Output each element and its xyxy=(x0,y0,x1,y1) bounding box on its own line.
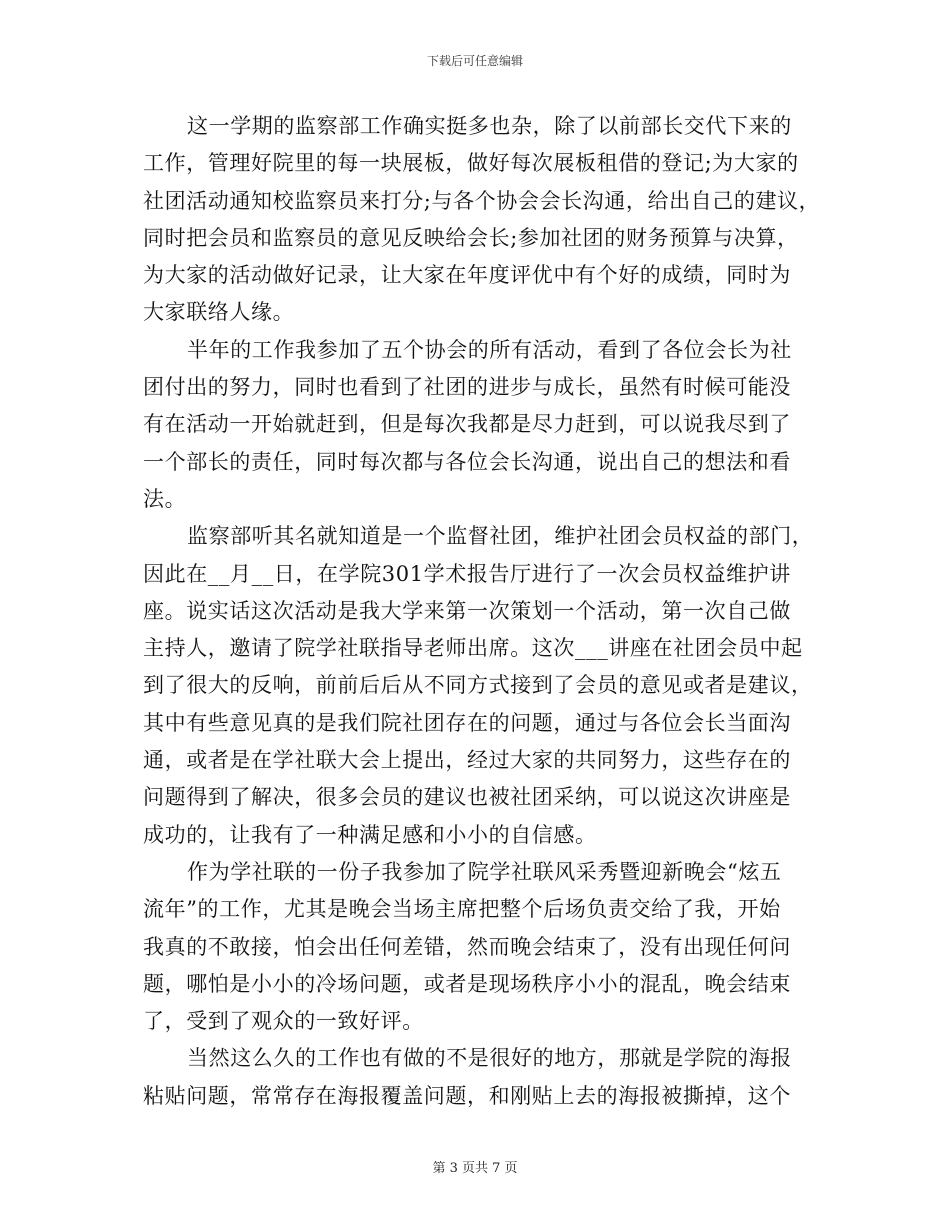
text-line: 因此在__月__日，在学院301学术报告厅进行了一次会员权益维护讲 xyxy=(143,561,791,586)
text-line: 一个部长的责任，同时每次都与各位会长沟通，说出自己的想法和看 xyxy=(143,449,791,474)
text-line: 主持人，邀请了院学社联指导老师出席。这次___讲座在社团会员中起 xyxy=(143,636,803,661)
text-line: 通，或者是在学社联大会上提出，经过大家的共同努力，这些存在的 xyxy=(143,748,791,773)
text-line: 监察部听其名就知道是一个监督社团，维护社团会员权益的部门， xyxy=(187,524,814,549)
text-line: 工作，管理好院里的每一块展板，做好每次展板租借的登记;为大家的 xyxy=(143,151,799,176)
paragraph-5 xyxy=(143,1040,811,1115)
paragraph-2 xyxy=(143,332,811,518)
text-line: 其中有些意见真的是我们院社团存在的问题，通过与各位会长当面沟 xyxy=(143,710,791,735)
text-line: 同时把会员和监察员的意见反映给会长;参加社团的财务预算与决算， xyxy=(143,225,799,250)
paragraph-1 xyxy=(143,108,821,332)
text-line: 有在活动一开始就赶到，但是每次我都是尽力赶到，可以说我尽到了 xyxy=(143,412,791,437)
text-line: 半年的工作我参加了五个协会的所有活动，看到了各位会长为社 xyxy=(187,337,792,362)
paragraph-3 xyxy=(143,518,814,854)
text-line: 到了很大的反响，前前后后从不同方式接到了会员的意见或者是建议， xyxy=(143,673,813,698)
text-line: 问题得到了解决，很多会员的建议也被社团采纳，可以说这次讲座是 xyxy=(143,785,791,810)
text-line: 粘贴问题，常常存在海报覆盖问题，和刚贴上去的海报被撕掉，这个 xyxy=(143,1083,791,1108)
text-line: 为大家的活动做好记录，让大家在年度评优中有个好的成绩，同时为 xyxy=(143,263,791,288)
text-line: 我真的不敢接，怕会出任何差错，然而晚会结束了，没有出现任何问 xyxy=(143,934,791,959)
page-number-footer: 第 3 页共 7 页 xyxy=(432,1161,518,1176)
text-line: 大家联络人缘。 xyxy=(143,300,295,325)
text-line: 团付出的努力，同时也看到了社团的进步与成长，虽然有时候可能没 xyxy=(143,375,791,400)
document-body xyxy=(143,108,821,1115)
text-line: 流年”的工作，尤其是晚会当场主席把整个后场负责交给了我，开始 xyxy=(143,897,781,922)
text-line: 作为学社联的一份子我参加了院学社联风采秀暨迎新晚会“炫五 xyxy=(187,859,782,884)
text-line: 成功的，让我有了一种满足感和小小的自信感。 xyxy=(143,822,597,847)
text-line: 社团活动通知校监察员来打分;与各个协会会长沟通，给出自己的建议， xyxy=(143,188,821,213)
paragraph-4 xyxy=(143,854,811,1040)
text-line: 法。 xyxy=(143,486,187,511)
text-line: 题，哪怕是小小的冷场问题，或者是现场秩序小小的混乱，晚会结束 xyxy=(143,971,791,996)
text-line: 这一学期的监察部工作确实挺多也杂，除了以前部长交代下来的 xyxy=(187,114,792,138)
text-line: 当然这么久的工作也有做的不是很好的地方，那就是学院的海报 xyxy=(187,1046,792,1071)
page-header-note: 下载后可任意编辑 xyxy=(426,54,523,68)
text-line: 座。说实话这次活动是我大学来第一次策划一个活动，第一次自己做 xyxy=(143,598,791,623)
text-line: 了，受到了观众的一致好评。 xyxy=(143,1009,424,1034)
